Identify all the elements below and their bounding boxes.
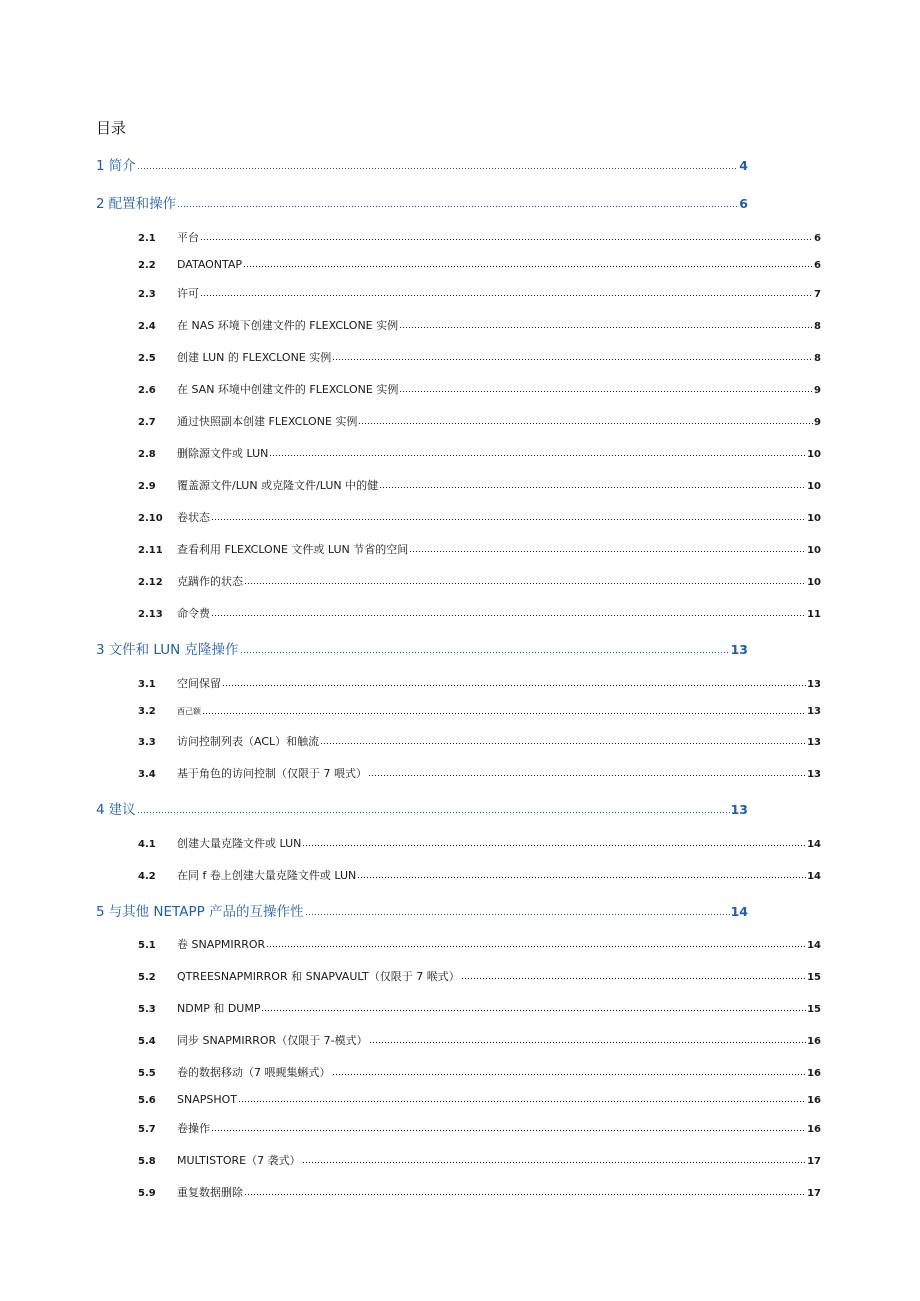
toc-entry-page-number: 10 [807, 545, 821, 556]
toc-section-entry[interactable] [138, 446, 821, 462]
toc-entry-page-number: 8 [814, 353, 821, 364]
toc-entry-title: 同步 SNAPMIRROR（仅限于 7-模式） [177, 1034, 368, 1047]
toc-entry-title: 命令费 [177, 607, 210, 620]
toc-leader-dots [332, 1073, 807, 1077]
toc-entry-page-number: 8 [814, 321, 821, 332]
toc-leader-dots [202, 712, 806, 716]
toc-entry-number: 1 [96, 158, 105, 174]
toc-section-entry[interactable] [138, 542, 821, 558]
toc-entry-page-number: 13 [807, 769, 821, 780]
toc-entry-title: 简介 [108, 158, 136, 174]
toc-leader-dots [357, 876, 806, 880]
toc-section-entry[interactable] [138, 230, 821, 246]
toc-section-entry[interactable] [138, 478, 821, 494]
toc-entry-page-number: 13 [807, 706, 821, 717]
toc-section-entry[interactable] [138, 1001, 821, 1017]
toc-entry-page-number: 16 [807, 1124, 821, 1135]
toc-entry-number: 5.6 [138, 1095, 156, 1106]
toc-section-entry[interactable] [138, 704, 821, 720]
toc-leader-dots [211, 518, 806, 522]
toc-entry-number: 5.1 [138, 940, 156, 951]
toc-entry-title: MULTISTORE（7 袭式） [177, 1154, 301, 1167]
toc-entry-title: QTREESNAPMIRROR 和 SNAPVAULT（仅限于 7 喉式） [177, 970, 460, 983]
toc-section-entry[interactable] [138, 868, 821, 884]
toc-section-entry[interactable] [138, 574, 821, 590]
toc-entry-page-number: 13 [730, 642, 748, 657]
toc-entry-title: 创建 LUN 的 FLEXCLONE 实例 [177, 351, 332, 364]
toc-entry-title: 创建大量克隆文件或 LUN [177, 837, 302, 850]
toc-title: 目录 [96, 119, 127, 137]
toc-entry-title: 在 NAS 环境下创建文件的 FLEXCLONE 实例 [177, 319, 399, 332]
toc-section-entry[interactable] [138, 1065, 821, 1081]
toc-section-entry[interactable] [138, 510, 821, 526]
toc-entry-page-number: 4 [739, 158, 748, 173]
toc-entry-page-number: 6 [814, 233, 821, 244]
toc-entry-number: 5.8 [138, 1156, 156, 1167]
toc-entry-page-number: 14 [730, 904, 748, 919]
toc-leader-dots [222, 684, 806, 688]
toc-entry-number: 2.12 [138, 577, 163, 588]
toc-section-entry[interactable] [138, 676, 821, 692]
toc-leader-dots [358, 422, 813, 426]
toc-entry-number: 2.11 [138, 545, 163, 556]
toc-section-entry[interactable] [138, 318, 821, 334]
toc-entry-title: SNAPSHOT [177, 1093, 238, 1106]
toc-entry-number: 3.3 [138, 737, 156, 748]
toc-leader-dots [200, 294, 813, 298]
toc-entry-page-number: 7 [814, 289, 821, 300]
toc-entry-title: 酉己额 [177, 707, 201, 716]
toc-entry-page-number: 13 [807, 679, 821, 690]
toc-entry-number: 3.1 [138, 679, 156, 690]
toc-section-entry[interactable] [138, 1092, 821, 1108]
toc-section-entry[interactable] [138, 1033, 821, 1049]
toc-entry-number: 2.5 [138, 353, 156, 364]
toc-entry-page-number: 14 [807, 940, 821, 951]
toc-section-entry[interactable] [138, 350, 821, 366]
toc-entry-number: 3.2 [138, 706, 156, 717]
toc-entry-page-number: 13 [730, 802, 748, 817]
toc-entry-page-number: 15 [807, 972, 821, 983]
toc-entry-title: 在 SAN 环境中创建文件的 FLEXCLONE 实例 [177, 383, 399, 396]
toc-leader-dots [238, 1100, 806, 1104]
toc-entry-number: 2.2 [138, 260, 156, 271]
toc-entry-page-number: 14 [807, 839, 821, 850]
toc-chapter-entry[interactable] [96, 800, 748, 820]
toc-entry-page-number: 6 [739, 196, 748, 211]
toc-leader-dots [137, 811, 730, 815]
toc-leader-dots [244, 582, 806, 586]
toc-entry-page-number: 16 [807, 1036, 821, 1047]
toc-leader-dots [320, 742, 806, 746]
toc-leader-dots [379, 486, 806, 490]
toc-leader-dots [269, 454, 806, 458]
toc-section-entry[interactable] [138, 1121, 821, 1137]
toc-leader-dots [243, 265, 813, 269]
toc-entry-title: 基于角色的访问控制（仅限于 7 喂式） [177, 767, 367, 780]
toc-entry-number: 2.8 [138, 449, 156, 460]
toc-leader-dots [409, 550, 806, 554]
toc-entry-page-number: 10 [807, 481, 821, 492]
toc-entry-title: 覆盖源文件/LUN 或克隆文件/LUN 中的健 [177, 479, 379, 492]
toc-entry-title: 删除源文件或 LUN [177, 447, 269, 460]
toc-entry-page-number: 10 [807, 449, 821, 460]
toc-chapter-entry[interactable] [96, 902, 748, 922]
toc-entry-page-number: 11 [807, 609, 821, 620]
toc-entry-page-number: 10 [807, 577, 821, 588]
toc-section-entry[interactable] [138, 382, 821, 398]
toc-entry-title: 卷 SNAPMIRROR [177, 938, 266, 951]
toc-leader-dots [302, 1161, 807, 1165]
toc-entry-page-number: 6 [814, 260, 821, 271]
toc-leader-dots [369, 1041, 806, 1045]
toc-chapter-entry[interactable] [96, 156, 748, 176]
toc-entry-number: 4.1 [138, 839, 156, 850]
toc-chapter-entry[interactable] [96, 194, 748, 214]
toc-entry-number: 5 [96, 904, 105, 920]
toc-section-entry[interactable] [138, 286, 821, 302]
toc-section-entry[interactable] [138, 606, 821, 622]
toc-entry-page-number: 16 [807, 1068, 821, 1079]
toc-entry-title: 访问控制列表（ACL）和触流 [177, 735, 320, 748]
toc-entry-page-number: 13 [807, 737, 821, 748]
toc-entry-number: 5.2 [138, 972, 156, 983]
toc-entry-number: 5.9 [138, 1188, 156, 1199]
toc-section-entry[interactable] [138, 734, 821, 750]
toc-entry-page-number: 9 [814, 417, 821, 428]
toc-leader-dots [211, 1129, 806, 1133]
toc-entry-number: 3 [96, 642, 105, 658]
toc-entry-number: 5.5 [138, 1068, 156, 1079]
toc-entry-number: 4 [96, 802, 105, 818]
toc-entry-title: 文件和 LUN 克隆操作 [108, 642, 239, 658]
toc-entry-page-number: 17 [807, 1188, 821, 1199]
toc-entry-number: 2 [96, 196, 105, 212]
toc-section-entry[interactable] [138, 414, 821, 430]
toc-entry-title: NDMP 和 DUMP [177, 1002, 261, 1015]
toc-entry-title: 通过快照副本创建 FLEXCLONE 实例 [177, 415, 358, 428]
toc-section-entry[interactable] [138, 969, 821, 985]
toc-leader-dots [211, 614, 806, 618]
toc-entry-title: 许可 [177, 287, 199, 300]
toc-entry-title: 克蹒作的状态 [177, 575, 243, 588]
toc-entry-page-number: 17 [807, 1156, 821, 1167]
toc-leader-dots [137, 167, 739, 171]
toc-entry-number: 2.7 [138, 417, 156, 428]
toc-leader-dots [240, 651, 730, 655]
toc-entry-title: 建议 [108, 802, 136, 818]
toc-entry-number: 2.9 [138, 481, 156, 492]
toc-leader-dots [266, 945, 806, 949]
toc-leader-dots [332, 358, 813, 362]
toc-entry-title: 卷的数据移动（7 喂觋集蝌式） [177, 1066, 331, 1079]
toc-leader-dots [399, 326, 813, 330]
toc-leader-dots [368, 774, 806, 778]
toc-entry-page-number: 9 [814, 385, 821, 396]
toc-entry-title: 卷状态 [177, 511, 210, 524]
toc-entry-number: 3.4 [138, 769, 156, 780]
toc-entry-page-number: 10 [807, 513, 821, 524]
toc-entry-number: 2.4 [138, 321, 156, 332]
toc-entry-title: 在同 f 卷上创建大量克隆文件或 LUN [177, 869, 357, 882]
toc-leader-dots [461, 977, 806, 981]
toc-entry-title: DATAONTAP [177, 258, 243, 271]
toc-entry-page-number: 16 [807, 1095, 821, 1106]
toc-entry-page-number: 14 [807, 871, 821, 882]
toc-leader-dots [302, 844, 806, 848]
toc-leader-dots [261, 1009, 806, 1013]
toc-leader-dots [200, 238, 813, 242]
toc-entry-title: 查看利用 FLEXCLONE 文件或 LUN 节省的空间 [177, 543, 409, 556]
toc-entry-title: 平台 [177, 231, 199, 244]
toc-section-entry[interactable] [138, 1185, 821, 1201]
toc-entry-number: 5.4 [138, 1036, 156, 1047]
toc-entry-number: 2.13 [138, 609, 163, 620]
toc-entry-number: 5.7 [138, 1124, 156, 1135]
toc-entry-number: 2.3 [138, 289, 156, 300]
toc-entry-title: 空间保留 [177, 677, 221, 690]
toc-leader-dots [305, 913, 730, 917]
toc-leader-dots [177, 205, 738, 209]
toc-section-entry[interactable] [138, 937, 821, 953]
toc-leader-dots [244, 1193, 806, 1197]
toc-entry-number: 2.10 [138, 513, 163, 524]
toc-entry-number: 4.2 [138, 871, 156, 882]
toc-section-entry[interactable] [138, 836, 821, 852]
toc-entry-number: 2.6 [138, 385, 156, 396]
toc-entry-number: 2.1 [138, 233, 156, 244]
toc-entry-number: 5.3 [138, 1004, 156, 1015]
toc-entry-title: 配置和操作 [108, 196, 177, 212]
toc-section-entry[interactable] [138, 257, 821, 273]
toc-entry-title: 重复数据删除 [177, 1186, 243, 1199]
toc-section-entry[interactable] [138, 1153, 821, 1169]
toc-entry-title: 与其他 NETAPP 产品的互操作性 [108, 904, 304, 920]
toc-section-entry[interactable] [138, 766, 821, 782]
toc-entry-title: 卷操作 [177, 1122, 210, 1135]
toc-chapter-entry[interactable] [96, 640, 748, 660]
toc-entry-page-number: 15 [807, 1004, 821, 1015]
toc-leader-dots [399, 390, 813, 394]
